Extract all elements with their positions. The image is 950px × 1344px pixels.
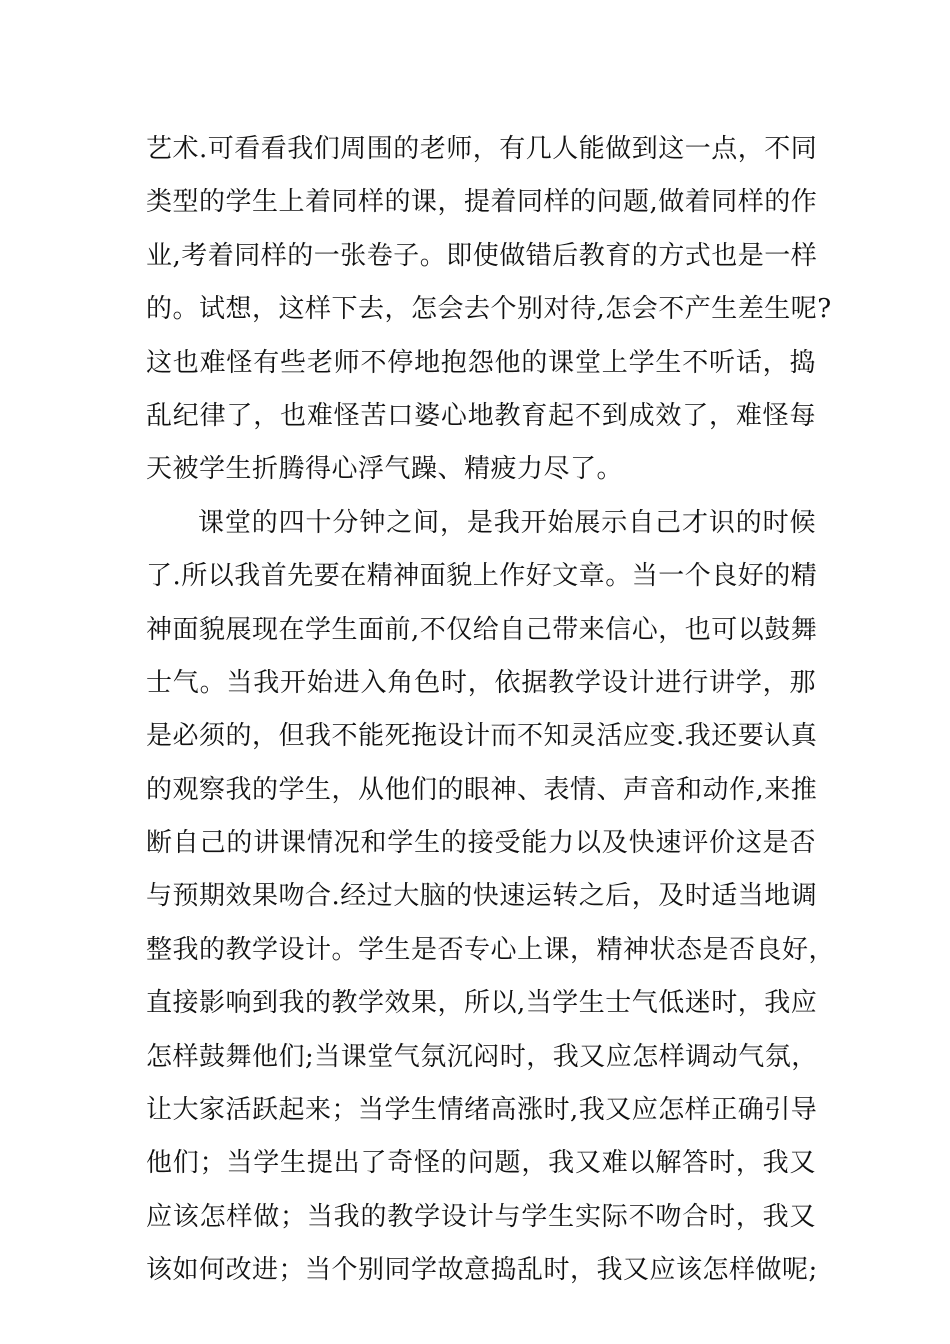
text-line: 与预期效果吻合.经过大脑的快速运转之后，及时适当地调	[146, 881, 818, 912]
text-line: 业,考着同样的一张卷子。即使做错后教育的方式也是一样	[146, 240, 818, 271]
text-line: 应该怎样做；当我的教学设计与学生实际不吻合时，我又	[146, 1201, 816, 1232]
text-line: 断自己的讲课情况和学生的接受能力以及快速评价这是否	[146, 828, 816, 859]
paragraph	[146, 123, 832, 497]
text-line: 的。试想，这样下去，怎会去个别对待,怎会不产生差生呢?	[146, 294, 832, 325]
text-line: 该如何改进；当个别同学故意捣乱时，我又应该怎样做呢;	[146, 1255, 818, 1286]
text-line: 的观察我的学生，从他们的眼神、表情、声音和动作,来推	[146, 774, 818, 805]
text-line: 类型的学生上着同样的课，提着同样的问题,做着同样的作	[146, 187, 818, 218]
body-text	[146, 123, 836, 1298]
text-line: 乱纪律了，也难怪苦口婆心地教育起不到成效了，难怪每	[146, 400, 816, 431]
text-line: 神面貌展现在学生面前,不仅给自己带来信心，也可以鼓舞	[146, 614, 818, 645]
text-line: 是必须的，但我不能死拖设计而不知灵活应变.我还要认真	[146, 721, 818, 752]
text-line: 直接影响到我的教学效果，所以,当学生士气低迷时，我应	[146, 988, 818, 1019]
text-line: 整我的教学设计。学生是否专心上课，精神状态是否良好，	[146, 934, 836, 965]
text-line: 让大家活跃起来；当学生情绪高涨时,我又应怎样正确引导	[146, 1095, 818, 1126]
text-line: 这也难怪有些老师不停地抱怨他的课堂上学生不听话，捣	[146, 347, 816, 378]
text-line: 怎样鼓舞他们;当课堂气氛沉闷时，我又应怎样调动气氛，	[146, 1041, 818, 1072]
text-line: 艺术.可看看我们周围的老师，有几人能做到这一点，不同	[146, 134, 818, 164]
paragraph	[146, 497, 836, 1298]
text-line: 他们；当学生提出了奇怪的问题，我又难以解答时，我又	[146, 1148, 816, 1179]
text-line: 课堂的四十分钟之间，是我开始展示自己才识的时候	[198, 507, 816, 538]
text-line: 士气。当我开始进入角色时，依据教学设计进行讲学，那	[146, 667, 816, 698]
text-line: 天被学生折腾得心浮气躁、精疲力尽了。	[146, 454, 624, 485]
text-line: 了.所以我首先要在精神面貌上作好文章。当一个良好的精	[146, 561, 818, 592]
